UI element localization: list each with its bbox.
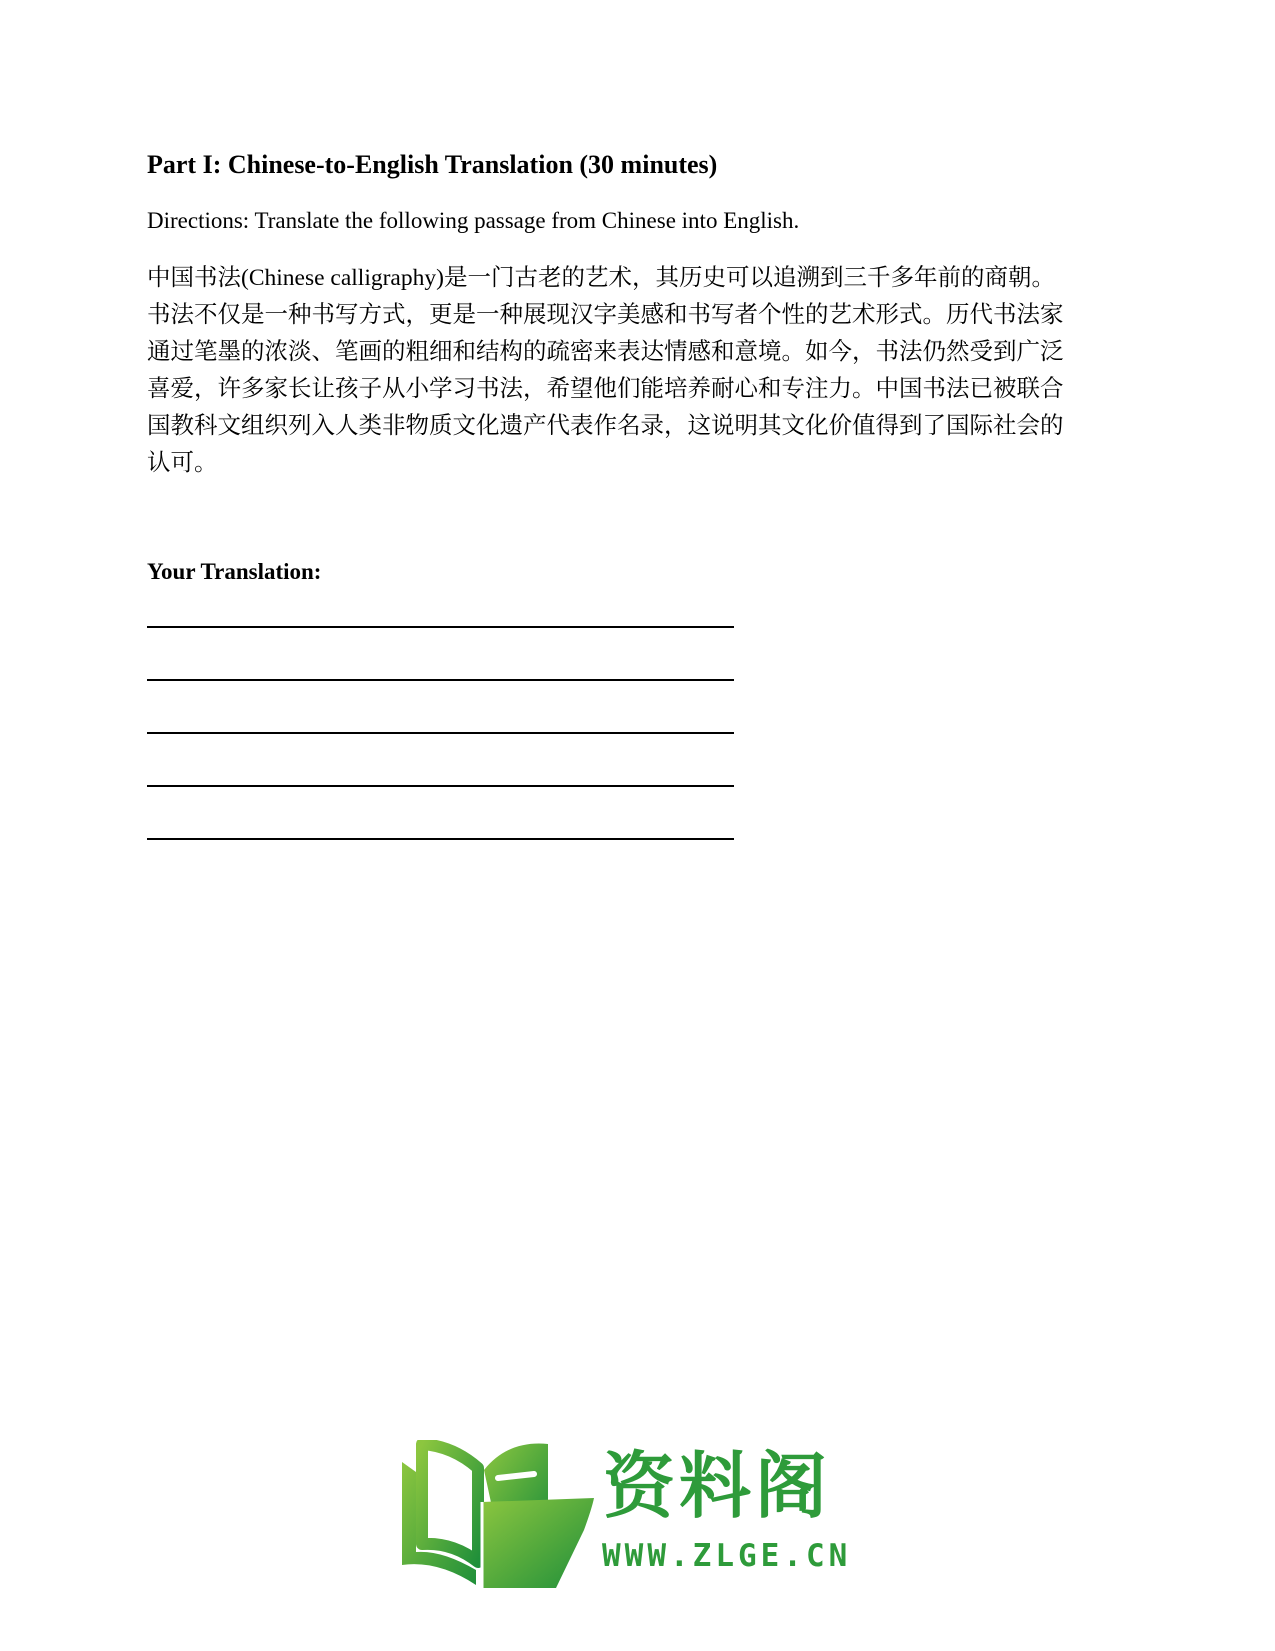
answer-blank-line[interactable]: [147, 679, 734, 681]
chinese-passage: [147, 260, 1132, 482]
section-title: Part I: Chinese-to-English Translation (30 minutes): [147, 150, 718, 179]
passage-line: 国教科文组织列入人类非物质文化遗产代表作名录，这说明其文化价值得到了国际社会的: [147, 413, 1064, 439]
answer-blank-line[interactable]: [147, 732, 734, 734]
directions-text: Directions: Translate the following passage from Chinese into English.: [147, 208, 800, 233]
passage-line: 喜爱，许多家长让孩子从小学习书法，希望他们能培养耐心和专注力。中国书法已被联合: [147, 376, 1064, 402]
your-translation-label: Your Translation:: [147, 559, 322, 584]
passage-line: 通过笔墨的浓淡、笔画的粗细和结构的疏密来表达情感和意境。如今，书法仍然受到广泛: [147, 339, 1064, 365]
passage-line: 书法不仅是一种书写方式，更是一种展现汉字美感和书写者个性的艺术形式。历代书法家: [147, 302, 1064, 328]
answer-blank-line[interactable]: [147, 785, 734, 787]
logo-chinese-name: 资料阁: [603, 1444, 832, 1528]
logo-url: WWW.ZLGE.CN: [602, 1538, 852, 1574]
answer-blank-lines: [147, 626, 734, 891]
passage-line: 认可。: [147, 450, 218, 476]
open-book-icon: [398, 1440, 598, 1590]
passage-line: 中国书法(Chinese calligraphy)是一门古老的艺术，其历史可以追溯到三千多年前的商朝。: [147, 265, 1055, 291]
site-logo: [398, 1440, 868, 1590]
answer-blank-line[interactable]: [147, 626, 734, 628]
answer-blank-line[interactable]: [147, 838, 734, 840]
